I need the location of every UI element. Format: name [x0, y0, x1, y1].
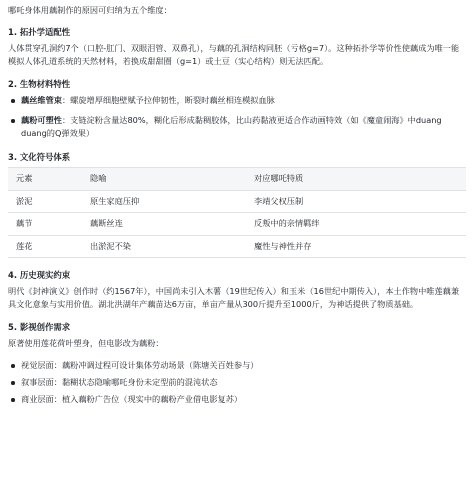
table-cell: 原生家庭压抑 [82, 190, 246, 213]
item-text: ：黏糊状态隐喻哪吒身份未定型前的混沌状态 [53, 377, 218, 387]
item-text: ：植入藕粉广告位（现实中的藕粉产业借电影复苏） [53, 394, 243, 404]
section-culture [8, 151, 466, 258]
section-title: 2. 生物材料特性 [8, 79, 71, 89]
list-item [8, 359, 466, 372]
table-cell: 魔性与神性并存 [246, 235, 466, 258]
table-cell: 出淤泥不染 [82, 235, 246, 258]
item-text: ：支链淀粉含量达80%，糊化后形成黏稠胶体，比山药黏液更适合作动画特效（如《魔童闹海》中duang duang的Q弹效果） [21, 115, 442, 138]
section-title: 5. 影视创作需求 [8, 322, 71, 332]
section-history [8, 269, 466, 311]
list-item [8, 114, 466, 140]
item-label: 叙事层面 [21, 377, 54, 387]
section-text: 原著使用莲花荷叶塑身，但电影改为藕粉： [8, 338, 164, 348]
bullet-list [8, 94, 466, 140]
section-title: 1. 拓扑学适配性 [8, 27, 71, 37]
table-row [8, 213, 466, 236]
item-label: 藕丝维管束 [21, 95, 62, 105]
list-item [8, 393, 466, 406]
section-title: 4. 历史现实约束 [8, 270, 71, 280]
table-cell: 淤泥 [8, 190, 82, 213]
column-header: 元素 [8, 168, 82, 191]
section-topology [8, 26, 466, 68]
table-row [8, 190, 466, 213]
item-text: ：藕粉冲调过程可设计集体劳动场景（陈塘关百姓参与） [53, 360, 259, 370]
item-label: 视觉层面 [21, 360, 54, 370]
column-header: 隐喻 [82, 168, 246, 191]
section-biomaterial [8, 78, 466, 140]
section-text: 明代《封神演义》创作时（约1567年），中国尚未引入木薯（19世纪传入）和玉米（16世纪中期传入），本土作物中唯莲藕兼具文化意象与实用价值。湖北洪湖年产藕苗达6万亩，单亩产量从300斤提升至1000斤，为神话提供了物质基础。 [8, 286, 460, 309]
item-label: 藕粉可塑性 [21, 115, 62, 125]
list-item [8, 376, 466, 389]
section-title: 3. 文化符号体系 [8, 152, 71, 162]
symbol-table [8, 167, 466, 258]
bullet-list [8, 359, 466, 406]
intro-text: 哪吒身体用藕制作的原因可归纳为五个维度： [8, 5, 172, 15]
item-label: 商业层面 [21, 394, 54, 404]
list-item [8, 94, 466, 107]
table-cell: 李靖父权压制 [246, 190, 466, 213]
table-cell: 莲花 [8, 235, 82, 258]
table-header-row [8, 168, 466, 191]
item-text: ：螺旋增厚细胞壁赋予拉伸韧性，断裂时藕丝相连模拟血脉 [61, 95, 275, 105]
table-cell: 藕断丝连 [82, 213, 246, 236]
column-header: 对应哪吒特质 [246, 168, 466, 191]
table-cell: 藕节 [8, 213, 82, 236]
table-row [8, 235, 466, 258]
table-cell: 反叛中的亲情羁绊 [246, 213, 466, 236]
section-text: 人体贯穿孔洞约7个（口腔-肛门、双眼泪管、双鼻孔），与藕的孔洞结构同胚（亏格g=7）。这种拓扑学等价性使藕成为唯一能模拟人体孔道系统的天然材料，若换成甜甜圈（g=1）或土豆（实心结构）则无法匹配。 [8, 43, 460, 66]
section-film [8, 321, 466, 406]
